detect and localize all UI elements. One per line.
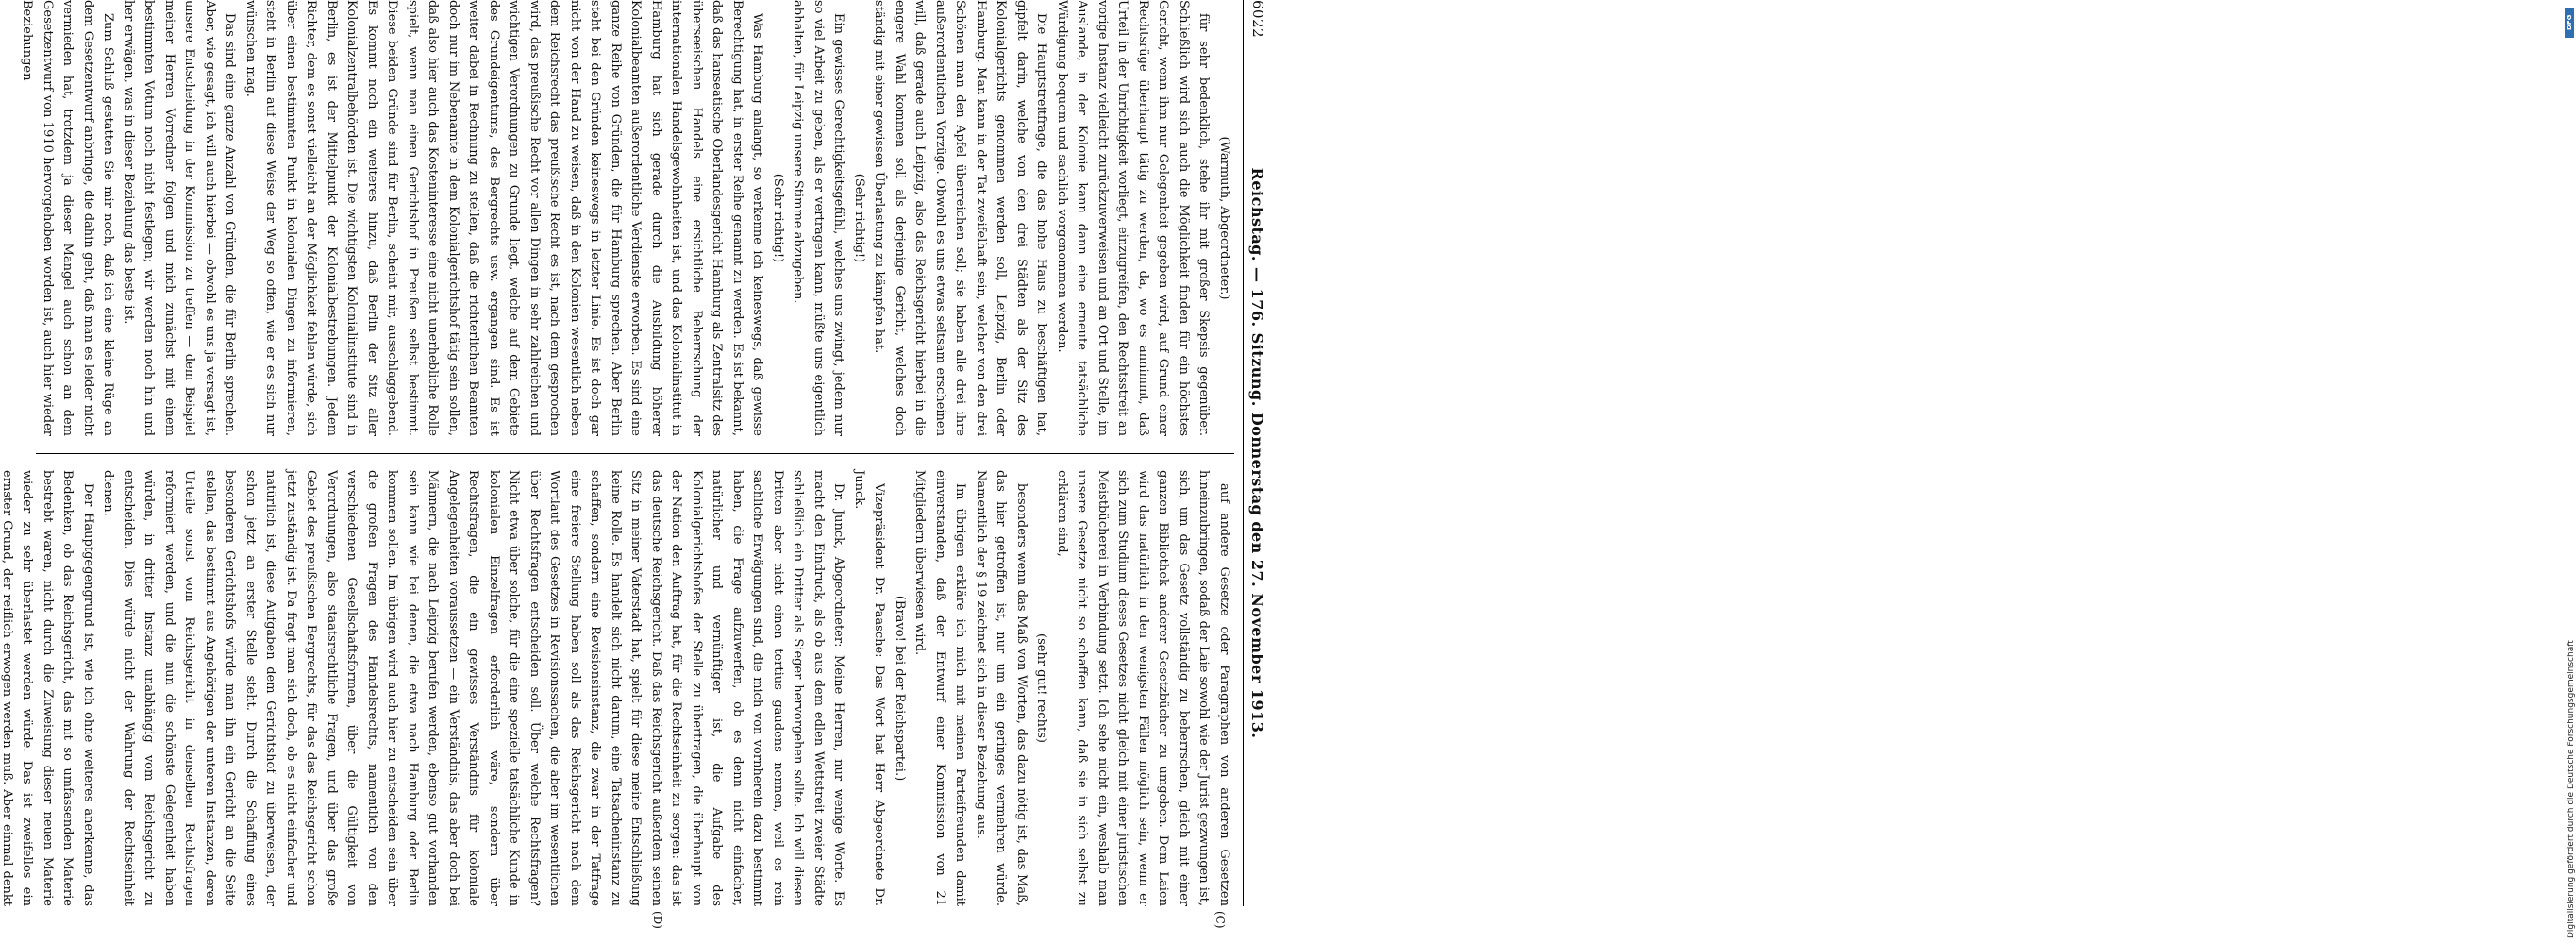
scan-credit-text: Digitalisierung gefördert durch die Deutsche Forschungsgemeinschaft — [2567, 640, 2576, 938]
running-title: Reichstag. — 176. Sitzung. Donnerstag den 27. November 1913. — [1248, 167, 1266, 739]
paragraph: Dr. Junck, Abgeordneter: Meine Herren, nur wenige Worte. Es macht den Eindruck, als ob aus dem edlen Wettstreit zweier Städte schließlich ein Dritter als Sieger hervorgehen sollte. Ich will diesen Dritten aber nicht einen tertius gaudens nennen, weil es rein sachliche Erwägungen sind, die mich von vornherein dazu bestimmt haben, die Frage aufzuwerfen, ob es denn nicht einfacher, natürlicher und vernünftiger ist, die Aufgabe des Kolonialgerichtshofes der Stelle zu übertragen, die überhaupt von der Nation den Auftrag hat, für die Rechtseinheit zu sorgen: das ist das deutsche Reichsgericht. Daß das Reichsgericht außerdem seinen Sitz in meiner Vaterstadt hat, spielt für diese meine Entschließung keine Rolle. Es handelt sich nicht darum, eine Tatsacheninstanz zu schaffen, sondern eine Revisionsinstanz, die zwar in der Tatfrage eine freiere Stellung haben soll als das Reichsgericht nach dem Wortlaut des Gesetzes in Revisionssachen, die aber im wesentlichen über Rechtsfragen entscheiden soll. Über welche Rechtsfragen? Nicht etwa über solche, für die eine spezielle tatsächliche Kunde in kolonialen Einzelfragen erforderlich wäre, sondern über Rechtsfragen, die ein gewisses Verständnis für koloniale Angelegenheiten voraussetzen — ein Verständnis, das aber doch bei Männern, die nach Leipzig berufen werden, ebenso gut vorhanden sein kann wie bei denen, die etwa nach Hamburg oder Berlin kommen sollen. Im übrigen wird auch hier zu entscheiden sein über die großen Fragen des Handelsrechts, namentlich von den verschiedenen Gesellschaftsformen, über die Gültigkeit von Verordnungen, also staatsrechtliche Fragen, und über das große Gebiet des preußischen Bergrechts, für das das Reichsgericht schon jetzt zuständig ist. Da fragt man sich doch, ob es nicht einfacher und natürlich ist, diese Aufgaben dem Gerichtshof zu überweisen, der schon jetzt an erster Stelle steht. Durch die Schaffung eines besonderen Gerichtshofs würde man ihn ein Gericht an die Seite stellen, das bestimmt aus Angehörigen der unteren Instanzen, deren Urteile sonst vom Reichsgericht in denselben Rechtsfragen reformiert werden, und die nun die schönste Gelegenheit haben würden, in dritter Instanz unabhängig vom Reichsgericht zu entscheiden. Dies würde nicht der Wahrung der Rechtseinheit dienen. — [101, 470, 846, 906]
paragraph: Zum Schluß gestatten Sie mir noch, daß ich eine kleine Rüge an dem Gesetzentwurf anbringe, die dahin geht, daß man es leider nicht vermieden hat, trotzdem ja dieser Mangel auch schon an dem Gesetzentwurf von 1910 hervorgehoben worden ist, auch hier wieder Beziehungen — [20, 0, 116, 436]
paragraph: Die Hauptstreitfrage, die das hohe Haus zu beschäftigen hat, gipfelt darin, welche von den drei Städten als der Sitz des Kolonialgerichts genommen werden soll, Leipzig, Berlin oder Hamburg. Man kann in der Tat zweifelhaft sein, welcher von den drei Schönen man den Apfel überreichen soll; sie haben alle drei ihre außerordentlichen Vorzüge. Obwohl es uns etwas seltsam erscheinen will, daß gerade auch Leipzig, also das Reichsgericht hierbei in die engere Wahl kommen soll als derjenige Gericht, welches doch ständig mit einer gewissen Überlastung zu kämpfen hat. — [872, 0, 1049, 436]
dfg-logo: DFG — [2565, 8, 2574, 38]
header-rule — [1243, 0, 1244, 906]
scan-credit-strip — [1270, 0, 2576, 944]
interjection: (sehr gut! rechts) — [1034, 633, 1049, 743]
paragraph: besonders wenn das Maß von Worten, das dazu nötig ist, das Maß, das hier getroffen ist, nur um ein geringes vermehren würde. Namentlich der § 19 zeichnet sich in dieser Beziehung aus. — [974, 470, 1029, 906]
paragraph: für sehr bedenklich, stehe ihr mit großer Skepsis gegenüber. Schließlich wird sich auch die Möglichkeit finden für ein höchstes Gericht, wenn ihm nur Gelegenheit gegeben wird, auf Grund einer Rechtsrüge überhaupt tätig zu werden, da, wo es annimmt, daß Urteil in der Unrichtigkeit vorliegt, einzugreifen, den Rechtsstreit an vorige Instanz vielleicht zurückzuverweisen und an Ort und Stelle, im Auslande, in der Kolonie kann dann eine erneute tatsächliche Würdigung bequem und sachlich vorgenommen werden. — [1055, 0, 1212, 436]
paragraph: Was Hamburg anlangt, so verkenne ich keineswegs, daß gewisse Berechtigung hat, in erster Reihe genannt zu werden. Es ist bekannt, daß das hanseatische Oberlandesgericht Hamburg als Zentralsitz des überseeischen Handels eine ersichtliche Beherrschung der internationalen Handelsgewohnheiten ist, und das Kolonialinstitut in Hamburg hat sich gerade durch die Ausbildung höherer Kolonialbeamten außerordentliche Verdienste erworben. Es sind eine ganze Reihe von Gründen, die für Hamburg sprechen. Aber Berlin steht bei den Gründen keineswegs in letzter Linie. Es ist doch gar nicht von der Hand zu weisen, daß in den Kolonien wesentlich neben dem Reichsrecht das preußische Recht es ist, nach dem gesprochen wird, das preußische Recht vor allen Dingen in sehr zahlreichen und wichtigen Verordnungen zu Grunde liegt, welche auf dem Gebiete des Grundeigentums, des Bergrechts usw. ergangen sind. Es ist weiter dabei in Rechnung zu stellen, daß die richterlichen Beamten doch nur im Nebenamte in dem Kolonialgerichtshof tätig sein sollen, daß also hier auch das Kosteninteresse eine nicht unerhebliche Rolle spielt, wenn man einen Gerichtshof in Preußen selbst bestimmt. Diese beiden Gründe sind für Berlin, scheint mir, ausschlaggebend. Es kommt noch ein weiteres hinzu, daß Berlin der Sitz aller Kolonialzentralbehörden ist. Die wichtigsten Kolonialinstitute sind in Berlin, es ist der Mittelpunkt der Kolonialbestrebungen. Jedem Richter, dem es sonst vielleicht an der Möglichkeit fehlen würde, sich über einen bestimmten Punkt in kolonialen Dingen zu informieren, steht in Berlin auf diese Weise der Weg so offen, wie er es sich nur wünschen mag. — [243, 0, 765, 436]
column-divider — [36, 453, 1234, 454]
interjection: (Bravo! bei der Reichspartei.) — [893, 595, 907, 782]
page-number: 6022 — [1249, 0, 1266, 39]
paragraph: Ein gewisses Gerechtigkeitsgefühl, welches uns zwingt, jedem nur so viel Arbeit zu geben, als er vertragen kann, müßte uns eigentlich abhalten, für Leipzig unsere Stimme abzugeben. — [791, 0, 846, 436]
left-column — [20, 0, 1234, 436]
paragraph: Im übrigen erkläre ich mich mit meinen Parteifreunden damit einverstanden, daß der Entwurf einer Kommission von 21 Mitgliedern überwiesen wird. — [912, 470, 968, 906]
margin-mark-c: (C) — [1213, 911, 1227, 929]
speaker-line: (Warmuth, Abgeordneter.) — [1217, 136, 1231, 300]
paragraph: auf andere Gesetze oder Paragraphen von anderen Gesetzen hineinzubringen, sodaß der Laie sowohl wie der Jurist gezwungen ist, sich, um das Gesetz vollständig zu beherrschen, gleich mit einer ganzen Bibliothek anderer Gesetzbücher zu umgeben. Dem Laien wird das natürlich in den wenigsten Fällen möglich sein, wenn er sich zum Studium dieses Gesetzes nicht gleich mit einer juristischen Meistbücherei in Verbindung setzt. Ich sehe nicht ein, weshalb man unsere Gesetze nicht so schaffen kann, daß sie in sich selbst zu erklären sind, — [1055, 470, 1231, 906]
right-column — [0, 470, 1234, 906]
paragraph: Der Hauptgegengrund ist, wie ich ohne weiteres anerkenne, das Bedenken, ob das Reichsgericht, das mit so umfassenden Materie bestrebt waren, nicht durch die Zuweisung dieser neuen Materie wieder zu sehr überlastet werden würde. Das ist zweifellos ein ernster Grund, der reiflich erwogen werden muß. Aber einmal denkt — [0, 470, 95, 906]
interjection: (Sehr richtig!) — [771, 173, 785, 263]
rotated-page — [0, 0, 1268, 929]
margin-mark-d: (D) — [651, 911, 664, 929]
paragraph: Das sind eine ganze Anzahl von Gründen, die für Berlin sprechen. Aber, wie gesagt, ich will auch hierbei — obwohl es uns ja versagt ist, unsere Entscheidung in der Kommission zu treffen — dem Beispiel meiner Herren Vorredner folgen und mich zunächst mit einem bestimmten Votum noch nicht festlegen; wir werden noch hin und her erwägen, was in dieser Beziehung das beste ist. — [122, 0, 238, 436]
page-header — [1244, 0, 1268, 906]
speaker-intro: Vizepräsident Dr. Paasche: Das Wort hat Herr Abgeordnete Dr. Junck. — [852, 470, 887, 906]
interjection: (Sehr richtig!) — [852, 173, 866, 263]
